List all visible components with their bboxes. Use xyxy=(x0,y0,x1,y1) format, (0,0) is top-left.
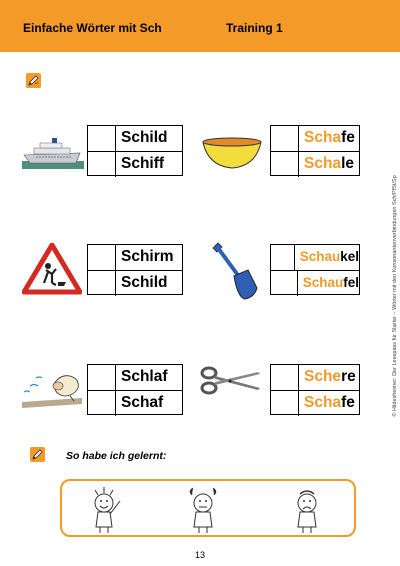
word: Schild xyxy=(121,274,168,291)
word-box-2 xyxy=(270,125,360,176)
warning-sign-image xyxy=(22,243,82,295)
word: Schlaf xyxy=(121,368,168,385)
happy-face-icon[interactable] xyxy=(86,481,126,536)
learned-label: So habe ich gelernt: xyxy=(66,450,167,462)
page-title: Einfache Wörter mit Sch xyxy=(23,21,162,35)
word: Schiff xyxy=(121,155,165,172)
word: Schafe xyxy=(304,394,355,411)
checkbox[interactable] xyxy=(271,365,299,390)
checkbox[interactable] xyxy=(271,271,298,296)
sleeping-sheep-image xyxy=(20,364,84,410)
bowl-image xyxy=(200,136,264,170)
checkbox[interactable] xyxy=(88,365,116,390)
word: Schere xyxy=(304,368,356,385)
word-box-5 xyxy=(87,364,183,415)
page-number: 13 xyxy=(194,550,205,560)
scissors-image xyxy=(200,366,262,396)
pencil-icon xyxy=(30,447,45,462)
header-bar xyxy=(0,0,400,52)
checkbox[interactable] xyxy=(88,391,116,416)
word-box-3 xyxy=(87,244,183,295)
training-label: Training 1 xyxy=(226,21,283,35)
word: Schafe xyxy=(304,129,355,146)
word-box-1 xyxy=(87,125,183,176)
checkbox[interactable] xyxy=(88,126,116,151)
checkbox[interactable] xyxy=(88,271,116,296)
self-assessment-box xyxy=(60,479,356,537)
neutral-face-icon[interactable] xyxy=(183,481,223,536)
checkbox[interactable] xyxy=(271,126,299,151)
word-box-6 xyxy=(270,364,360,415)
checkbox[interactable] xyxy=(271,152,299,177)
word: Schaf xyxy=(121,394,164,411)
checkbox[interactable] xyxy=(271,245,295,270)
word: Schirm xyxy=(121,248,174,265)
shovel-image xyxy=(210,240,260,302)
checkbox[interactable] xyxy=(271,391,299,416)
pencil-icon xyxy=(26,73,41,88)
ship-image xyxy=(22,137,84,169)
word-box-4 xyxy=(270,244,360,295)
word: Schaufel xyxy=(302,275,359,290)
word: Schale xyxy=(304,155,354,172)
checkbox[interactable] xyxy=(88,245,116,270)
sad-face-icon[interactable] xyxy=(287,481,327,536)
word: Schaukel xyxy=(299,249,359,264)
checkbox[interactable] xyxy=(88,152,116,177)
word: Schild xyxy=(121,129,168,146)
